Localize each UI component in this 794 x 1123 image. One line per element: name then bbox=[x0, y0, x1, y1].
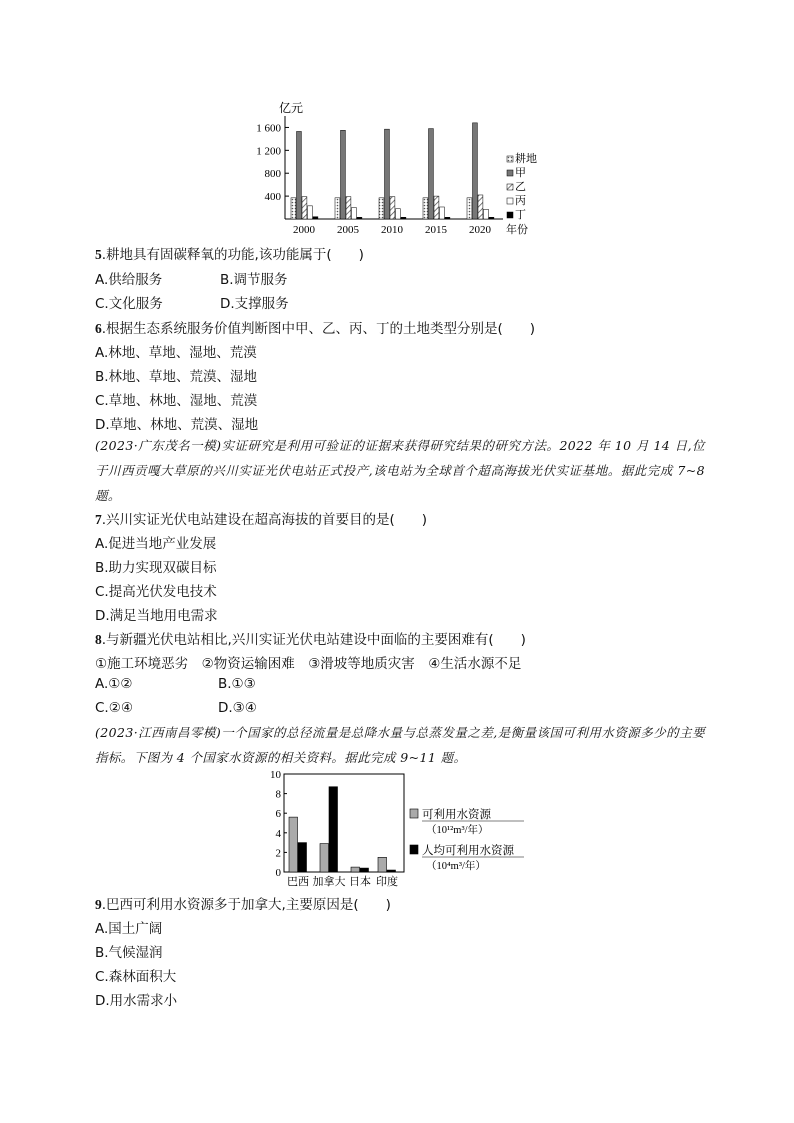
bar-可利用水资源-印度 bbox=[378, 857, 387, 872]
x-tick-label: 2015 bbox=[425, 224, 447, 236]
legend-label: 甲 bbox=[515, 167, 526, 179]
bar-丁-2020 bbox=[489, 217, 494, 219]
legend-swatch bbox=[507, 170, 513, 176]
question-number: 5 bbox=[95, 247, 102, 262]
bar-丁-2010 bbox=[401, 217, 406, 219]
bar-人均可利用水资源-加拿大 bbox=[329, 787, 338, 872]
bar-丙-2020 bbox=[484, 209, 489, 219]
bar-丁-2005 bbox=[357, 217, 362, 219]
q7-option-b[interactable]: B.助力实现双碳目标 bbox=[95, 560, 217, 576]
y-tick-label: 800 bbox=[264, 168, 281, 181]
legend-unit: （10⁴m³/年） bbox=[426, 861, 486, 872]
q8-option-a[interactable]: A.①② bbox=[95, 676, 133, 692]
legend-label: 可利用水资源 bbox=[422, 809, 491, 821]
legend-label: 耕地 bbox=[515, 153, 537, 165]
question-number: 9 bbox=[95, 897, 102, 912]
q8-option-b[interactable]: B.①③ bbox=[218, 676, 256, 692]
bar-人均可利用水资源-巴西 bbox=[298, 843, 307, 872]
q5-option-d[interactable]: D.支撑服务 bbox=[220, 296, 289, 312]
y-tick-label: 4 bbox=[275, 827, 281, 840]
x-tick-label: 加拿大 bbox=[312, 876, 346, 888]
legend-swatch bbox=[410, 809, 418, 818]
legend-unit: （10¹²m³/年） bbox=[426, 825, 489, 836]
bar-耕地-2005 bbox=[335, 198, 340, 219]
q5-option-c[interactable]: C.文化服务 bbox=[95, 296, 163, 312]
legend-label: 丁 bbox=[515, 209, 526, 221]
legend-label: 丙 bbox=[515, 195, 526, 207]
bar-耕地-2010 bbox=[379, 198, 384, 219]
x-tick-label: 2010 bbox=[381, 224, 403, 236]
y-axis-label: 亿元 bbox=[279, 101, 304, 115]
legend-label: 人均可利用水资源 bbox=[422, 845, 514, 857]
question-number: 8 bbox=[95, 632, 102, 647]
legend-swatch bbox=[507, 198, 513, 204]
q8-option-d[interactable]: D.③④ bbox=[218, 700, 257, 716]
question-text: .兴川实证光伏电站建设在超高海拔的首要目的是( ) bbox=[101, 512, 428, 528]
bar-可利用水资源-巴西 bbox=[289, 817, 298, 872]
question-6 bbox=[95, 317, 535, 337]
y-tick-label: 10 bbox=[270, 769, 281, 781]
bar-乙-2005 bbox=[346, 197, 351, 219]
x-tick-label: 2005 bbox=[337, 224, 359, 236]
bar-丙-2005 bbox=[352, 208, 357, 219]
y-tick-label: 0 bbox=[275, 867, 281, 879]
land-value-chart bbox=[255, 96, 555, 244]
material-passage-1: (2023·广东茂名一模)实证研究是利用可验证的证据来获得研究结果的研究方法。2022 年 10 月 14 日,位于川西贡嘎大草原的兴川实证光伏电站正式投产,该电站为全球首个超高海拔光伏实证基地。据此完成 7~8 题。 bbox=[95, 438, 705, 503]
q9-option-d[interactable]: D.用水需求小 bbox=[95, 993, 178, 1009]
q9-option-b[interactable]: B.气候湿润 bbox=[95, 945, 163, 961]
y-tick-label: 8 bbox=[275, 788, 281, 801]
y-tick-label: 400 bbox=[264, 191, 281, 204]
question-text: .根据生态系统服务价值判断图中甲、乙、丙、丁的土地类型分别是( ) bbox=[101, 321, 536, 337]
x-tick-label: 日本 bbox=[349, 876, 371, 888]
legend-swatch bbox=[507, 212, 513, 218]
x-tick-label: 2020 bbox=[469, 224, 491, 236]
bar-人均可利用水资源-印度 bbox=[387, 870, 396, 872]
bar-丁-2015 bbox=[445, 217, 450, 219]
q9-option-a[interactable]: A.国土广阔 bbox=[95, 921, 163, 937]
question-number: 6 bbox=[95, 321, 102, 336]
x-tick-label: 2000 bbox=[293, 224, 315, 236]
q6-option-d[interactable]: D.草地、林地、荒漠、湿地 bbox=[95, 417, 259, 433]
bar-乙-2010 bbox=[390, 197, 395, 219]
water-resource-chart bbox=[262, 766, 542, 894]
x-tick-label: 印度 bbox=[376, 876, 398, 888]
bar-甲-2010 bbox=[385, 129, 390, 219]
question-text: .耕地具有固碳释氧的功能,该功能属于( ) bbox=[101, 247, 364, 263]
bar-甲-2020 bbox=[473, 123, 478, 219]
material-passage-2: (2023·江西南昌零模)一个国家的总径流量是总降水量与总蒸发量之差,是衡量该国可利用水资源多少的主要指标。下图为 4 个国家水资源的相关资料。据此完成 9~11 题。 bbox=[95, 725, 705, 765]
question-text: .与新疆光伏电站相比,兴川实证光伏电站建设中面临的主要困难有( ) bbox=[101, 632, 526, 648]
bar-丙-2010 bbox=[396, 209, 401, 219]
bar-丙-2000 bbox=[308, 206, 313, 219]
y-tick-label: 6 bbox=[275, 808, 281, 821]
bar-耕地-2015 bbox=[423, 198, 428, 219]
question-number: 7 bbox=[95, 512, 102, 527]
legend-swatch bbox=[410, 845, 418, 854]
bar-丁-2000 bbox=[313, 217, 318, 219]
bar-甲-2000 bbox=[297, 131, 302, 219]
legend-swatch bbox=[507, 184, 513, 190]
legend-label: 乙 bbox=[515, 181, 526, 193]
bar-耕地-2020 bbox=[467, 198, 472, 219]
bar-甲-2015 bbox=[429, 129, 434, 219]
q7-option-d[interactable]: D.满足当地用电需求 bbox=[95, 608, 218, 624]
q5-option-b[interactable]: B.调节服务 bbox=[220, 272, 288, 288]
bar-丙-2015 bbox=[440, 207, 445, 219]
x-axis-label: 年份 bbox=[506, 224, 528, 236]
q7-option-c[interactable]: C.提高光伏发电技术 bbox=[95, 584, 217, 600]
q6-option-c[interactable]: C.草地、林地、湿地、荒漠 bbox=[95, 393, 258, 409]
question-5 bbox=[95, 243, 364, 263]
question-text: .巴西可利用水资源多于加拿大,主要原因是( ) bbox=[101, 897, 391, 913]
question-7 bbox=[95, 508, 427, 528]
bar-甲-2005 bbox=[341, 130, 346, 219]
legend-swatch bbox=[507, 156, 513, 162]
q9-option-c[interactable]: C.森林面积大 bbox=[95, 969, 177, 985]
q5-option-a[interactable]: A.供给服务 bbox=[95, 272, 163, 288]
bar-可利用水资源-日本 bbox=[351, 867, 360, 872]
bar-乙-2015 bbox=[434, 196, 439, 219]
y-tick-label: 1 200 bbox=[256, 145, 281, 158]
q8-statements: ①施工环境恶劣 ②物资运输困难 ③滑坡等地质灾害 ④生活水源不足 bbox=[95, 656, 522, 672]
question-8 bbox=[95, 628, 526, 648]
bar-人均可利用水资源-日本 bbox=[360, 868, 369, 872]
x-tick-label: 巴西 bbox=[287, 876, 309, 888]
q7-option-a[interactable]: A.促进当地产业发展 bbox=[95, 536, 217, 552]
bar-乙-2020 bbox=[478, 195, 483, 219]
q6-option-b[interactable]: B.林地、草地、荒漠、湿地 bbox=[95, 369, 258, 385]
bar-耕地-2000 bbox=[291, 198, 296, 219]
bar-可利用水资源-加拿大 bbox=[320, 844, 329, 872]
y-tick-label: 1 600 bbox=[256, 122, 281, 135]
q6-option-a[interactable]: A.林地、草地、湿地、荒漠 bbox=[95, 345, 257, 361]
y-tick-label: 2 bbox=[275, 847, 281, 860]
bar-乙-2000 bbox=[302, 197, 307, 219]
question-9 bbox=[95, 893, 391, 913]
q8-option-c[interactable]: C.②④ bbox=[95, 700, 133, 716]
